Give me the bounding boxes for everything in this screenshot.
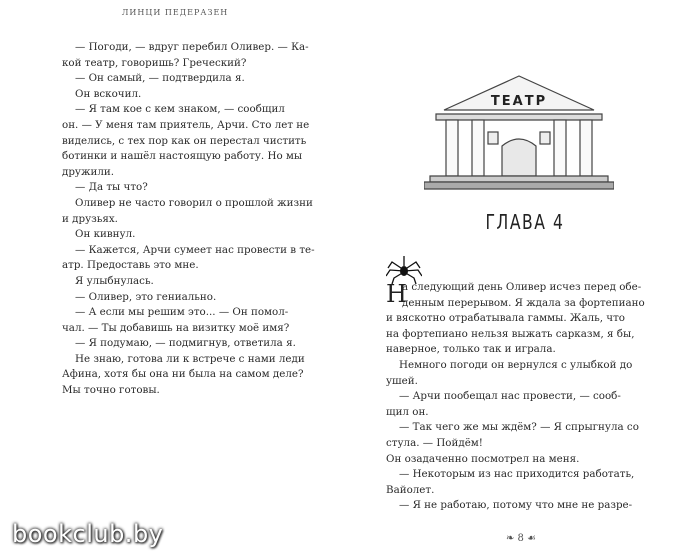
text-line: Оливер не часто говорил о прошлой жизни: [75, 196, 313, 209]
text-line: — А если мы решим это... — Он помол-: [75, 306, 289, 319]
theatre-sign: ТЕАТР: [490, 94, 548, 109]
text-line: Не знаю, готова ли к встрече с нами леди: [75, 352, 305, 365]
text-line: на фортепиано нельзя выжать сарказм, я бы,: [386, 327, 635, 340]
text-line: ушей.: [386, 374, 418, 387]
text-line: Афина, хотя бы она ни была на самом деле?: [62, 368, 304, 381]
text-line: — Я подумаю, — подмигнув, ответила я.: [75, 337, 296, 350]
text-line: — Погоди, — вдруг перебил Оливер. — Ка-: [75, 41, 309, 53]
text-line: ботинки и нашёл настоящую работу. Но мы: [62, 150, 303, 163]
theatre-illustration: [424, 62, 614, 192]
text-line: Мы точно готовы.: [62, 384, 160, 397]
text-line: кой театр, говоришь? Греческий?: [62, 56, 247, 69]
text-line: — Оливер, это гениально.: [75, 290, 217, 303]
text-line: наверное, только так и играла.: [386, 343, 556, 356]
text-line: и друзьях.: [62, 212, 118, 225]
left-page-text: [62, 40, 334, 399]
text-line: Он вскочил.: [75, 87, 142, 100]
text-line: щил он.: [386, 405, 429, 418]
right-page: [350, 0, 700, 560]
text-line: а следующий день Оливер исчез перед обе-: [402, 281, 642, 293]
text-line: стула. — Пойдём!: [386, 436, 483, 449]
text-line: — Да ты что?: [75, 181, 148, 194]
text-line: — Я там кое с кем знаком, — сообщил: [75, 103, 285, 116]
text-line: атр. Предоставь это мне.: [62, 259, 199, 272]
text-line: — Кажется, Арчи сумеет нас провести в те-: [75, 243, 315, 256]
text-line: — Некоторым из нас приходится работать,: [399, 468, 635, 481]
text-line: — Я не работаю, потому что мне не разре-: [399, 499, 633, 512]
text-line: — Арчи пообещал нас провести, — сооб-: [399, 390, 621, 403]
text-line: чал. — Ты добавишь на визитку моё имя?: [62, 321, 290, 334]
text-line: виделись, с тех пор как он перестал чистить: [62, 134, 307, 147]
text-line: Он озадаченно посмотрел на меня.: [386, 452, 580, 465]
drop-cap: Н: [386, 280, 407, 308]
watermark: bookclub.by: [12, 520, 164, 548]
text-line: — Он самый, — подтвердила я.: [75, 72, 245, 85]
chapter-title: ГЛАВА 4: [485, 210, 565, 234]
running-head: ЛИНЦИ ПЕДЕРАЗЕН: [121, 8, 229, 17]
page-ornament: ❧ 8 ☙: [505, 533, 537, 544]
text-line: он. — У меня там приятель, Арчи. Сто лет не: [62, 118, 310, 131]
text-line: — Так чего же мы ждём? — Я спрыгнула со: [399, 421, 639, 434]
text-line: Я улыбнулась.: [75, 274, 154, 287]
text-line: Немного погоди он вернулся с улыбкой до: [399, 358, 633, 371]
text-line: и вяскотно отрабатывала гаммы. Жаль, что: [386, 312, 626, 325]
text-line: Он кивнул.: [75, 228, 136, 241]
right-page-text: [386, 280, 656, 514]
text-line: дружили.: [62, 165, 115, 178]
text-line: денным перерывом. Я ждала за фортепиано: [402, 296, 645, 309]
text-line: Вайолет.: [386, 483, 435, 496]
